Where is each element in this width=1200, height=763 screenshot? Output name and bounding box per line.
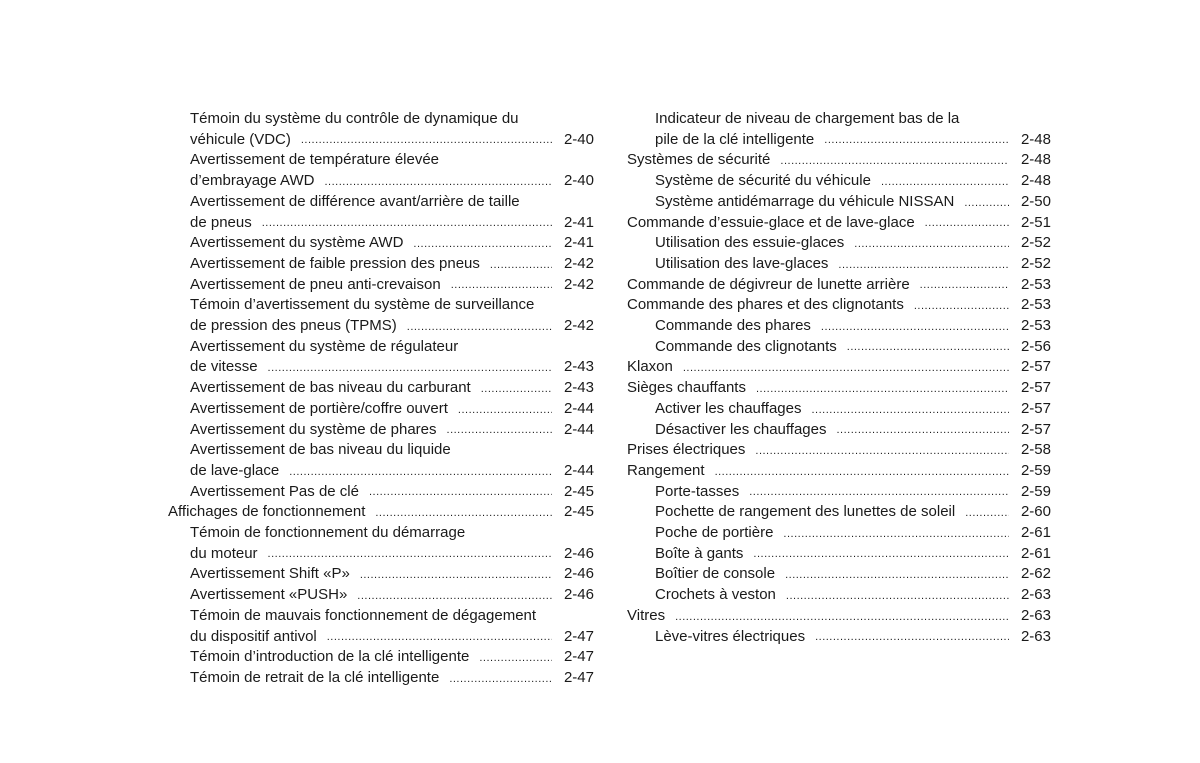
toc-page-number: 2-46	[563, 565, 594, 583]
toc-subsection-entry[interactable]	[627, 171, 1051, 192]
toc-page-number: 2-59	[1020, 482, 1051, 500]
toc-entry-title: Désactiver les chauffages	[655, 420, 827, 438]
dot-leader	[821, 317, 1009, 337]
toc-entry-title: Poche de portière	[655, 524, 774, 542]
toc-entry-title: Utilisation des essuie-glaces	[655, 234, 845, 252]
toc-page-number: 2-47	[563, 648, 594, 666]
toc-page-number: 2-44	[563, 399, 594, 417]
dot-leader	[786, 586, 1009, 606]
toc-entry-title: Systèmes de sécurité	[627, 151, 771, 169]
toc-entry-title-line: Avertissement de température élevée	[190, 151, 440, 169]
toc-subsection-entry[interactable]	[168, 378, 594, 399]
toc-page-number: 2-43	[563, 379, 594, 397]
toc-section-entry[interactable]	[627, 213, 1051, 234]
toc-subsection-entry[interactable]	[168, 399, 594, 420]
toc-subsection-entry[interactable]	[627, 585, 1051, 606]
dot-leader	[357, 586, 552, 606]
toc-entry-title: Avertissement Shift «P»	[190, 565, 350, 583]
toc-entry-title: Système de sécurité du véhicule	[655, 172, 871, 190]
toc-entry-title: Témoin de retrait de la clé intelligente	[190, 668, 440, 686]
toc-page-number: 2-59	[1020, 461, 1051, 479]
toc-column-right	[627, 109, 1051, 647]
toc-page-number: 2-53	[1020, 296, 1051, 314]
toc-page-number: 2-53	[1020, 317, 1051, 335]
dot-leader	[360, 565, 552, 585]
dot-leader	[451, 275, 552, 295]
toc-column-left	[168, 109, 594, 689]
toc-subsection-entry[interactable]	[627, 399, 1051, 420]
toc-page-number: 2-61	[1020, 544, 1051, 562]
toc-page-number: 2-46	[563, 544, 594, 562]
toc-page-number: 2-63	[1020, 586, 1051, 604]
toc-subsection-entry[interactable]	[168, 150, 594, 191]
toc-entry-title: du dispositif antivol	[190, 627, 317, 645]
dot-leader	[327, 627, 552, 647]
toc-entry-title: de pression des pneus (TPMS)	[190, 317, 397, 335]
toc-page-number: 2-57	[1020, 420, 1051, 438]
toc-page-number: 2-51	[1020, 213, 1051, 231]
toc-subsection-entry[interactable]	[168, 668, 594, 689]
dot-leader	[914, 296, 1009, 316]
dot-leader	[836, 420, 1009, 440]
toc-entry-title: Commande des phares et des clignotants	[627, 296, 904, 314]
dot-leader	[407, 317, 552, 337]
toc-entry-title: Activer les chauffages	[655, 399, 802, 417]
toc-entry-title: de vitesse	[190, 358, 258, 376]
dot-leader	[756, 379, 1009, 399]
toc-entry-title: Avertissement de portière/coffre ouvert	[190, 399, 448, 417]
toc-subsection-entry[interactable]	[627, 192, 1051, 213]
toc-page-number: 2-43	[563, 358, 594, 376]
toc-entry-title: Utilisation des lave-glaces	[655, 254, 829, 272]
toc-page-number: 2-47	[563, 627, 594, 645]
toc-subsection-entry[interactable]	[168, 192, 594, 233]
dot-leader	[854, 234, 1009, 254]
toc-subsection-entry[interactable]	[168, 523, 594, 564]
toc-page-number: 2-40	[563, 130, 594, 148]
dot-leader	[780, 151, 1009, 171]
dot-leader	[683, 358, 1009, 378]
dot-leader	[847, 337, 1009, 357]
toc-entry-title: Avertissement du système AWD	[190, 234, 404, 252]
toc-page-number: 2-58	[1020, 441, 1051, 459]
toc-page-number: 2-41	[563, 234, 594, 252]
toc-page-number: 2-61	[1020, 524, 1051, 542]
toc-section-entry[interactable]	[627, 440, 1051, 461]
toc-page-number: 2-42	[563, 254, 594, 272]
toc-entry-title-line: Indicateur de niveau de chargement bas de la	[655, 110, 960, 127]
toc-page-number: 2-52	[1020, 234, 1051, 252]
toc-subsection-entry[interactable]	[627, 564, 1051, 585]
toc-entry-title: Lève-vitres électriques	[655, 627, 806, 645]
dot-leader	[375, 503, 552, 523]
dot-leader	[964, 193, 1009, 213]
toc-subsection-entry[interactable]	[627, 544, 1051, 565]
toc-entry-title: de lave-glace	[190, 461, 280, 479]
toc-subsection-entry[interactable]	[168, 647, 594, 668]
dot-leader	[449, 669, 552, 689]
toc-subsection-entry[interactable]	[627, 337, 1051, 358]
toc-section-entry[interactable]	[627, 275, 1051, 296]
toc-subsection-entry[interactable]	[168, 440, 594, 481]
toc-page-number: 2-42	[563, 275, 594, 293]
toc-page-number: 2-44	[563, 420, 594, 438]
toc-entry-title-line: Avertissement de différence avant/arrière de taille	[190, 192, 520, 210]
toc-entry-title: Commande d’essuie-glace et de lave-glace	[627, 213, 915, 231]
toc-entry-title-line: Témoin d’avertissement du système de surveillance	[190, 296, 535, 314]
toc-page-number: 2-40	[563, 172, 594, 190]
toc-entry-title: Avertissement de pneu anti-crevaison	[190, 275, 441, 293]
toc-page-number: 2-52	[1020, 254, 1051, 272]
dot-leader	[881, 172, 1009, 192]
toc-subsection-entry[interactable]	[168, 606, 594, 647]
toc-subsection-entry[interactable]	[627, 523, 1051, 544]
dot-leader	[838, 255, 1009, 275]
toc-subsection-entry[interactable]	[627, 254, 1051, 275]
toc-page-number: 2-46	[563, 586, 594, 604]
toc-entry-title: Avertissement du système de phares	[190, 420, 437, 438]
toc-entry-title-line: Témoin de mauvais fonctionnement de dégagement	[190, 606, 537, 624]
toc-entry-title: Sièges chauffants	[627, 379, 746, 397]
toc-entry-title: Avertissement «PUSH»	[190, 586, 348, 604]
toc-entry-title: Pochette de rangement des lunettes de soleil	[655, 503, 956, 521]
toc-entry-title: Avertissement de faible pression des pneus	[190, 254, 480, 272]
toc-section-entry[interactable]	[627, 378, 1051, 399]
toc-page-number: 2-44	[563, 461, 594, 479]
toc-entry-title: Témoin d’introduction de la clé intelligente	[190, 648, 470, 666]
toc-subsection-entry[interactable]	[168, 275, 594, 296]
dot-leader	[458, 400, 552, 420]
dot-leader	[268, 358, 552, 378]
toc-page-number: 2-48	[1020, 151, 1051, 169]
dot-leader	[262, 213, 552, 233]
toc-subsection-entry[interactable]	[627, 502, 1051, 523]
dot-leader	[965, 503, 1009, 523]
toc-subsection-entry[interactable]	[168, 420, 594, 441]
toc-page-number: 2-63	[1020, 606, 1051, 624]
toc-entry-title: Crochets à veston	[655, 586, 776, 604]
toc-subsection-entry[interactable]	[168, 585, 594, 606]
toc-subsection-entry[interactable]	[168, 482, 594, 503]
dot-leader	[447, 420, 552, 440]
toc-subsection-entry[interactable]	[627, 420, 1051, 441]
toc-page-number: 2-42	[563, 317, 594, 335]
toc-entry-title: Prises électriques	[627, 441, 746, 459]
toc-page-number: 2-62	[1020, 565, 1051, 583]
dot-leader	[413, 234, 552, 254]
toc-entry-title: Avertissement Pas de clé	[190, 482, 359, 500]
toc-entry-title: véhicule (VDC)	[190, 130, 291, 148]
toc-entry-title-line: Témoin de fonctionnement du démarrage	[190, 524, 466, 542]
dot-leader	[289, 462, 552, 482]
dot-leader	[301, 130, 552, 150]
toc-section-entry[interactable]	[627, 295, 1051, 316]
toc-entry-title: Rangement	[627, 461, 705, 479]
toc-page-number: 2-57	[1020, 399, 1051, 417]
toc-entry-title-line: Témoin du système du contrôle de dynamique du	[190, 110, 519, 127]
toc-page-number: 2-56	[1020, 337, 1051, 355]
toc-section-entry[interactable]	[627, 606, 1051, 627]
toc-entry-title: Klaxon	[627, 358, 673, 376]
dot-leader	[925, 213, 1009, 233]
toc-page-number: 2-57	[1020, 358, 1051, 376]
toc-subsection-entry[interactable]	[168, 295, 594, 336]
dot-leader	[481, 379, 552, 399]
dot-leader	[783, 524, 1009, 544]
dot-leader	[815, 627, 1009, 647]
toc-page-number: 2-48	[1020, 130, 1051, 148]
dot-leader	[479, 648, 552, 668]
dot-leader	[325, 172, 553, 192]
toc-page-number: 2-47	[563, 668, 594, 686]
dot-leader	[369, 482, 552, 502]
toc-page-number: 2-53	[1020, 275, 1051, 293]
toc-entry-title: du moteur	[190, 544, 258, 562]
toc-page-number: 2-41	[563, 213, 594, 231]
toc-entry-title: pile de la clé intelligente	[655, 130, 815, 148]
toc-entry-title: Boîte à gants	[655, 544, 744, 562]
dot-leader	[753, 544, 1009, 564]
dot-leader	[749, 482, 1009, 502]
toc-subsection-entry[interactable]	[168, 233, 594, 254]
dot-leader	[824, 130, 1009, 150]
toc-page-number: 2-50	[1020, 192, 1051, 210]
toc-entry-title: Commande de dégivreur de lunette arrière	[627, 275, 910, 293]
toc-page-number: 2-48	[1020, 172, 1051, 190]
dot-leader	[490, 255, 552, 275]
dot-leader	[811, 400, 1009, 420]
toc-section-entry[interactable]	[168, 502, 594, 523]
toc-section-entry[interactable]	[627, 357, 1051, 378]
toc-subsection-entry[interactable]	[627, 109, 1051, 150]
toc-subsection-entry[interactable]	[627, 627, 1051, 648]
toc-entry-title: Commande des clignotants	[655, 337, 837, 355]
toc-entry-title: Commande des phares	[655, 317, 811, 335]
dot-leader	[268, 544, 552, 564]
dot-leader	[675, 607, 1009, 627]
toc-subsection-entry[interactable]	[168, 254, 594, 275]
toc-entry-title: de pneus	[190, 213, 252, 231]
toc-page-number: 2-45	[563, 503, 594, 521]
dot-leader	[715, 462, 1009, 482]
dot-leader	[785, 565, 1009, 585]
dot-leader	[755, 441, 1009, 461]
toc-entry-title-line: Avertissement du système de régulateur	[190, 337, 459, 355]
toc-entry-title: Affichages de fonctionnement	[168, 503, 366, 521]
toc-entry-title-line: Avertissement de bas niveau du liquide	[190, 441, 451, 459]
toc-entry-title: Système antidémarrage du véhicule NISSAN	[655, 192, 955, 210]
toc-page-number: 2-60	[1020, 503, 1051, 521]
toc-page-number: 2-63	[1020, 627, 1051, 645]
dot-leader	[920, 275, 1009, 295]
toc-section-entry[interactable]	[627, 461, 1051, 482]
toc-page-number: 2-45	[563, 482, 594, 500]
toc-entry-title: d’embrayage AWD	[190, 172, 315, 190]
toc-subsection-entry[interactable]	[168, 109, 594, 150]
toc-subsection-entry[interactable]	[168, 564, 594, 585]
toc-subsection-entry[interactable]	[168, 337, 594, 378]
toc-entry-title: Avertissement de bas niveau du carburant	[190, 379, 471, 397]
toc-page-number: 2-57	[1020, 379, 1051, 397]
toc-entry-title: Porte-tasses	[655, 482, 740, 500]
toc-section-entry[interactable]	[627, 150, 1051, 171]
toc-subsection-entry[interactable]	[627, 316, 1051, 337]
toc-entry-title: Boîtier de console	[655, 565, 776, 583]
toc-entry-title: Vitres	[627, 606, 666, 624]
toc-subsection-entry[interactable]	[627, 482, 1051, 503]
toc-subsection-entry[interactable]	[627, 233, 1051, 254]
